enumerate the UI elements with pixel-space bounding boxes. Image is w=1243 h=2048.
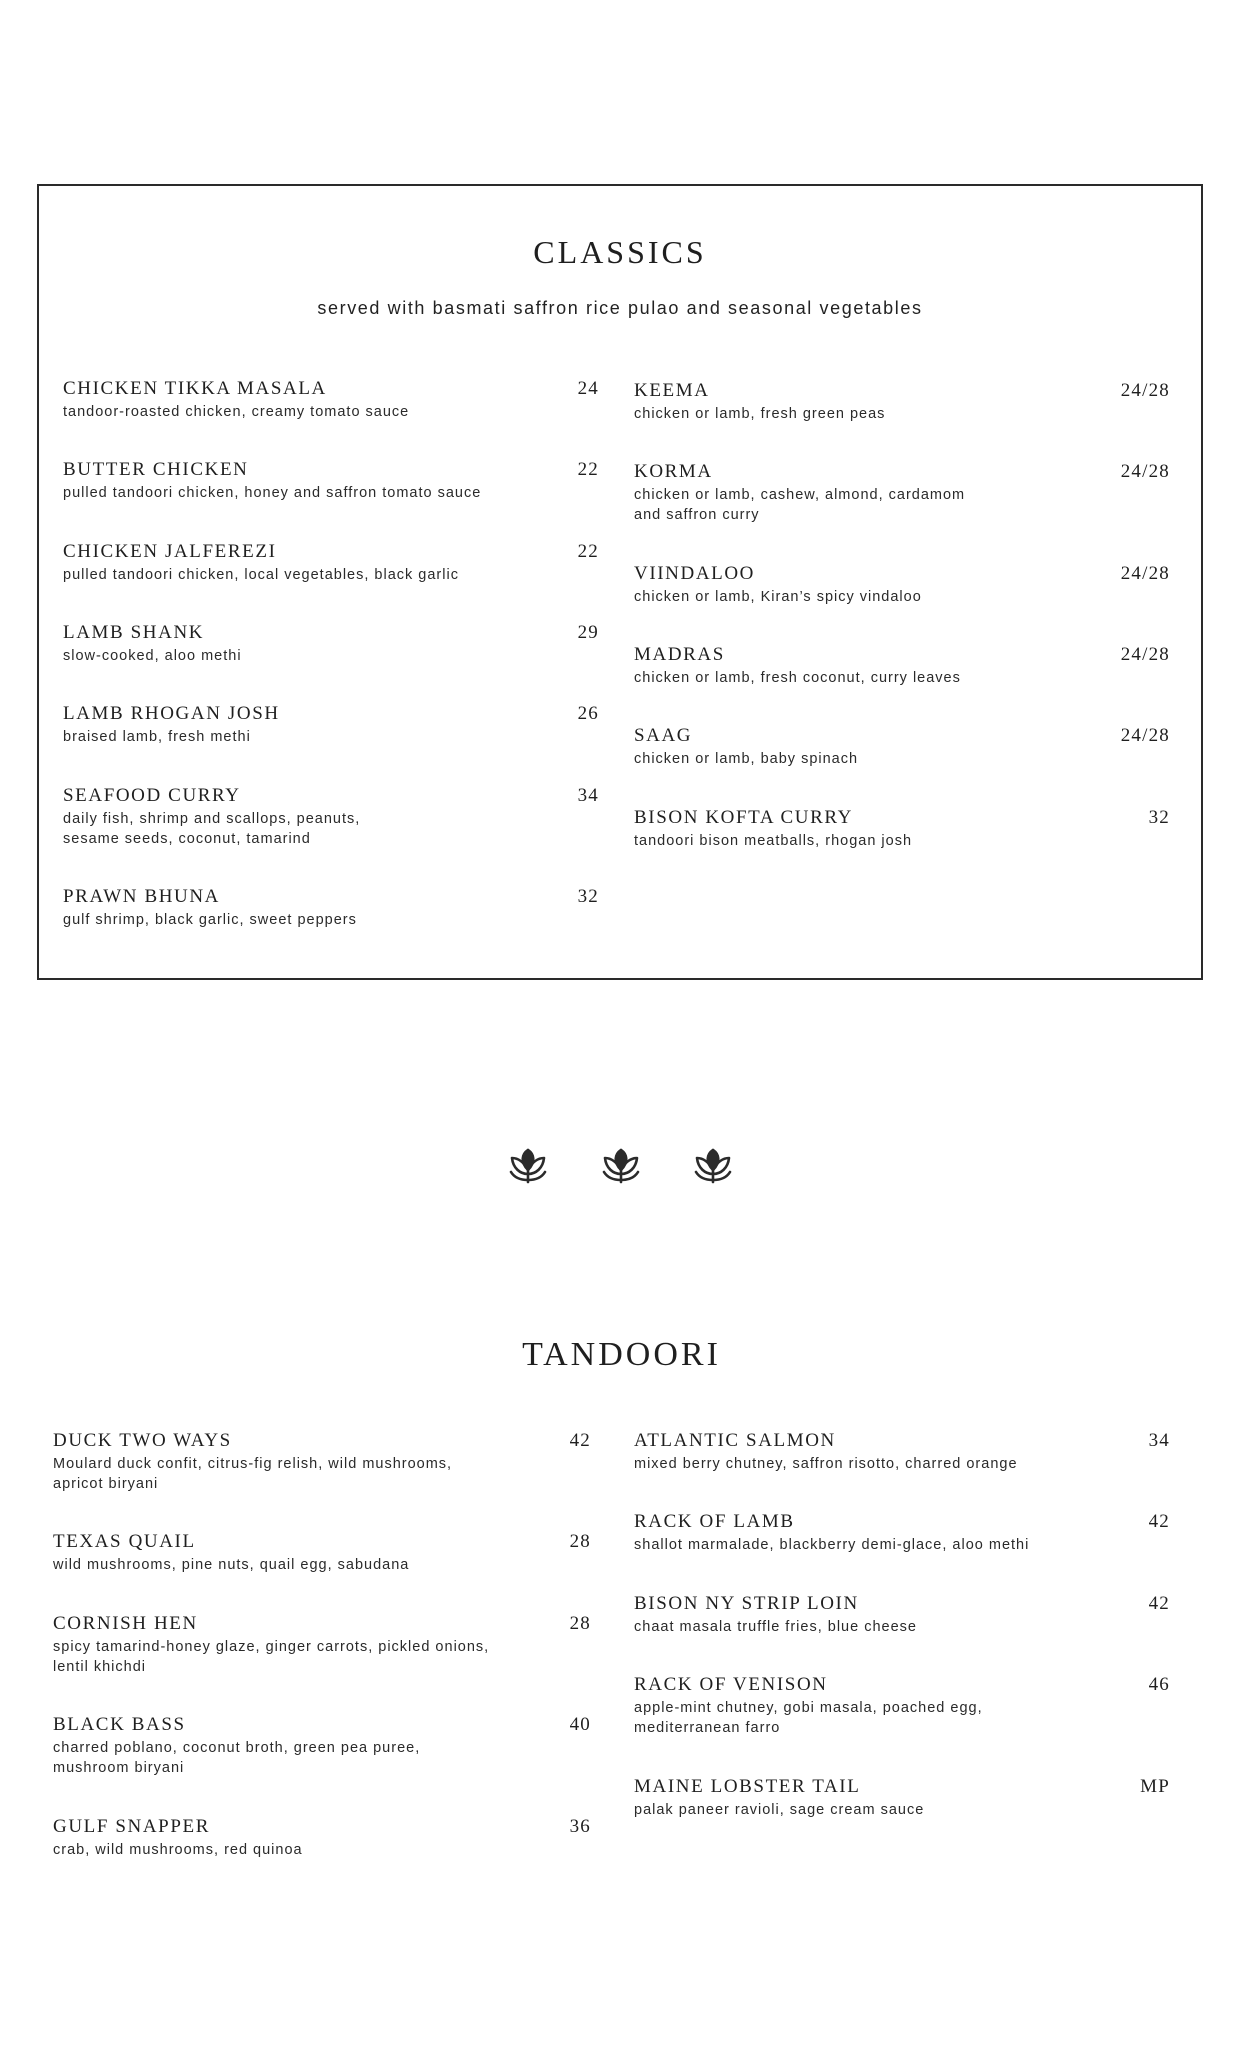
item-price: 24/28 bbox=[1120, 725, 1170, 746]
item-description: spicy tamarind-honey glaze, ginger carrots, pickled onions, lentil khichdi bbox=[53, 1639, 490, 1675]
item-description: slow-cooked, aloo methi bbox=[63, 648, 242, 664]
tandoori-right-column bbox=[634, 1430, 1170, 1830]
item-name: CORNISH HEN bbox=[53, 1613, 198, 1634]
item-name: MAINE LOBSTER TAIL bbox=[634, 1776, 861, 1797]
classics-section bbox=[37, 184, 1203, 980]
item-description: apple-mint chutney, gobi masala, poached egg, mediterranean farro bbox=[634, 1700, 983, 1736]
item-name: KEEMA bbox=[634, 380, 710, 401]
ornament-divider bbox=[0, 1144, 1243, 1192]
item-description: chicken or lamb, cashew, almond, cardamom and saffron curry bbox=[634, 487, 966, 523]
item-price: MP bbox=[1140, 1776, 1170, 1797]
item-description: chicken or lamb, fresh green peas bbox=[634, 406, 886, 422]
item-description: gulf shrimp, black garlic, sweet peppers bbox=[63, 912, 357, 928]
item-description: charred poblano, coconut broth, green pea puree, mushroom biryani bbox=[53, 1740, 421, 1776]
item-price: 22 bbox=[577, 541, 599, 562]
item-name: BISON KOFTA CURRY bbox=[634, 807, 853, 828]
item-name: BLACK BASS bbox=[53, 1714, 186, 1735]
classics-subtitle: served with basmati saffron rice pulao and seasonal vegetables bbox=[317, 298, 923, 318]
item-price: 36 bbox=[569, 1816, 591, 1837]
item-price: 46 bbox=[1148, 1674, 1170, 1695]
item-description: Moulard duck confit, citrus-fig relish, wild mushrooms, apricot biryani bbox=[53, 1456, 453, 1492]
item-description: shallot marmalade, blackberry demi-glace, aloo methi bbox=[634, 1537, 1030, 1553]
classics-right-column bbox=[634, 380, 1170, 860]
item-price: 28 bbox=[569, 1531, 591, 1552]
classics-left-column bbox=[63, 378, 599, 938]
item-name: CHICKEN TIKKA MASALA bbox=[63, 378, 327, 399]
item-price: 42 bbox=[569, 1430, 591, 1451]
item-description: palak paneer ravioli, sage cream sauce bbox=[634, 1802, 925, 1818]
item-description: chicken or lamb, baby spinach bbox=[634, 751, 859, 767]
item-name: LAMB RHOGAN JOSH bbox=[63, 703, 280, 724]
lotus-leaf-icon bbox=[693, 1144, 733, 1186]
item-description: tandoor-roasted chicken, creamy tomato sauce bbox=[63, 404, 410, 420]
item-price: 28 bbox=[569, 1613, 591, 1634]
item-description: pulled tandoori chicken, local vegetables, black garlic bbox=[63, 567, 459, 583]
item-description: chaat masala truffle fries, blue cheese bbox=[634, 1619, 917, 1635]
item-price: 32 bbox=[577, 886, 599, 907]
item-price: 24/28 bbox=[1120, 380, 1170, 401]
item-price: 40 bbox=[569, 1714, 591, 1735]
item-description: chicken or lamb, Kiran’s spicy vindaloo bbox=[634, 589, 922, 605]
item-price: 24/28 bbox=[1120, 644, 1170, 665]
item-name: TEXAS QUAIL bbox=[53, 1531, 196, 1552]
item-name: SEAFOOD CURRY bbox=[63, 785, 241, 806]
item-name: BUTTER CHICKEN bbox=[63, 459, 249, 480]
item-price: 24 bbox=[577, 378, 599, 399]
item-name: DUCK TWO WAYS bbox=[53, 1430, 232, 1451]
classics-title: CLASSICS bbox=[533, 234, 707, 270]
item-price: 32 bbox=[1148, 807, 1170, 828]
item-price: 42 bbox=[1148, 1511, 1170, 1532]
item-description: braised lamb, fresh methi bbox=[63, 729, 251, 745]
tandoori-left-column bbox=[53, 1430, 591, 1870]
item-price: 34 bbox=[577, 785, 599, 806]
item-name: LAMB SHANK bbox=[63, 622, 205, 643]
item-price: 34 bbox=[1148, 1430, 1170, 1451]
item-description: daily fish, shrimp and scallops, peanuts, sesame seeds, coconut, tamarind bbox=[63, 811, 361, 847]
item-name: RACK OF LAMB bbox=[634, 1511, 795, 1532]
item-name: CHICKEN JALFEREZI bbox=[63, 541, 277, 562]
item-description: chicken or lamb, fresh coconut, curry leaves bbox=[634, 670, 961, 686]
item-name: VIINDALOO bbox=[634, 563, 755, 584]
item-price: 24/28 bbox=[1120, 461, 1170, 482]
tandoori-title: TANDOORI bbox=[522, 1336, 721, 1373]
lotus-leaf-icon bbox=[508, 1144, 548, 1186]
item-name: GULF SNAPPER bbox=[53, 1816, 210, 1837]
item-name: MADRAS bbox=[634, 644, 725, 665]
item-name: BISON NY STRIP LOIN bbox=[634, 1593, 859, 1614]
item-name: RACK OF VENISON bbox=[634, 1674, 828, 1695]
item-description: mixed berry chutney, saffron risotto, charred orange bbox=[634, 1456, 1018, 1472]
item-price: 42 bbox=[1148, 1593, 1170, 1614]
item-name: ATLANTIC SALMON bbox=[634, 1430, 836, 1451]
item-name: SAAG bbox=[634, 725, 693, 746]
item-name: PRAWN BHUNA bbox=[63, 886, 221, 907]
item-description: wild mushrooms, pine nuts, quail egg, sabudana bbox=[53, 1557, 410, 1573]
item-name: KORMA bbox=[634, 461, 713, 482]
item-price: 22 bbox=[577, 459, 599, 480]
item-description: tandoori bison meatballs, rhogan josh bbox=[634, 833, 913, 849]
item-price: 29 bbox=[577, 622, 599, 643]
item-description: crab, wild mushrooms, red quinoa bbox=[53, 1842, 303, 1858]
item-description: pulled tandoori chicken, honey and saffron tomato sauce bbox=[63, 485, 482, 501]
item-price: 24/28 bbox=[1120, 563, 1170, 584]
lotus-leaf-icon bbox=[601, 1144, 641, 1186]
item-price: 26 bbox=[577, 703, 599, 724]
